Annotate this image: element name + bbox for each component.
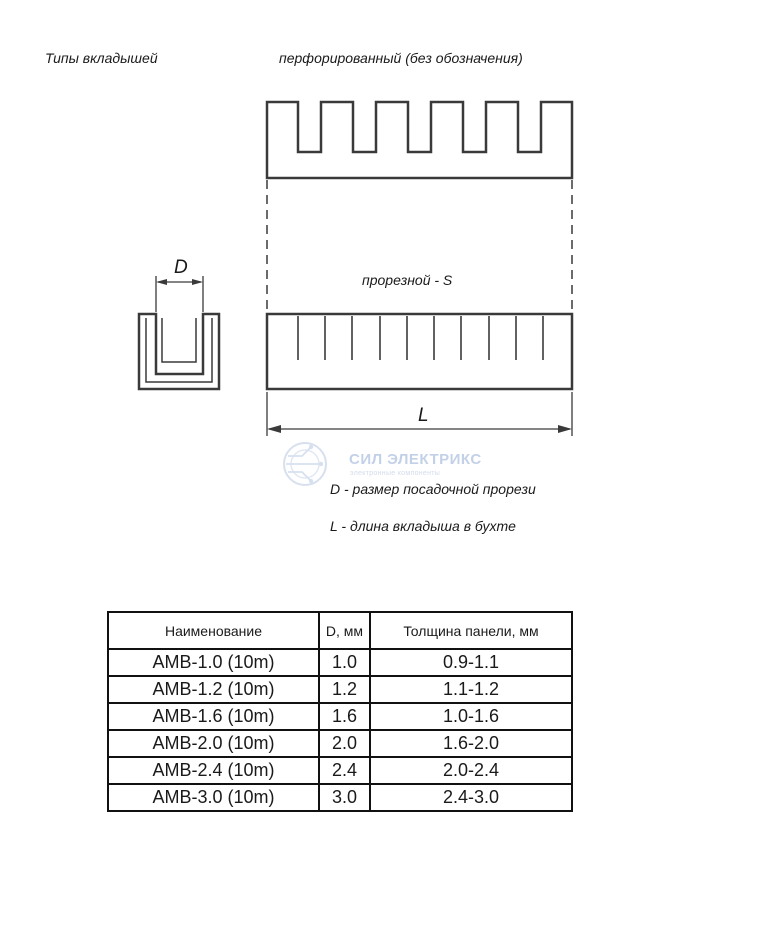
table-row: [108, 703, 572, 730]
spec-table: [107, 611, 573, 812]
slotted-insert-profile: [267, 314, 572, 389]
table-row: [108, 649, 572, 676]
table-row: [108, 676, 572, 703]
projection-lines: [267, 180, 572, 312]
cell-thickness: 1.0-1.6: [370, 703, 572, 730]
cell-name: AMB-1.2 (10m): [108, 676, 319, 703]
insert-types-label: Типы вкладышей: [45, 50, 158, 66]
cell-name: AMB-2.4 (10m): [108, 757, 319, 784]
legend-d-description: D - размер посадочной прорези: [330, 481, 536, 497]
legend-l-description: L - длина вкладыша в бухте: [330, 518, 516, 534]
cell-d: 1.6: [319, 703, 370, 730]
cross-section-outer: [139, 314, 219, 389]
table-row: [108, 757, 572, 784]
cell-thickness: 1.6-2.0: [370, 730, 572, 757]
column-header-name: Наименование: [108, 612, 319, 649]
dimension-d-label: D: [174, 257, 188, 278]
cell-d: 2.0: [319, 730, 370, 757]
cell-thickness: 2.0-2.4: [370, 757, 572, 784]
table-row: [108, 784, 572, 811]
cell-d: 1.0: [319, 649, 370, 676]
table-row: [108, 730, 572, 757]
column-header-d: D, мм: [319, 612, 370, 649]
cell-name: AMB-1.6 (10m): [108, 703, 319, 730]
cell-d: 3.0: [319, 784, 370, 811]
cell-name: AMB-1.0 (10m): [108, 649, 319, 676]
watermark-subtitle: электронные компоненты: [350, 470, 441, 477]
cell-thickness: 1.1-1.2: [370, 676, 572, 703]
cell-name: AMB-2.0 (10m): [108, 730, 319, 757]
slotted-type-label: прорезной - S: [362, 272, 453, 288]
perforated-type-label: перфорированный (без обозначения): [279, 50, 523, 66]
perforated-insert-profile: [267, 102, 572, 178]
cell-d: 1.2: [319, 676, 370, 703]
cell-d: 2.4: [319, 757, 370, 784]
cell-name: AMB-3.0 (10m): [108, 784, 319, 811]
dimension-l-label: L: [418, 405, 429, 426]
table-header-row: [108, 612, 572, 649]
slotted-insert-slots: [298, 316, 543, 360]
column-header-thickness: Толщина панели, мм: [370, 612, 572, 649]
watermark-title: СИЛ ЭЛЕКТРИКС: [349, 451, 482, 468]
cell-thickness: 2.4-3.0: [370, 784, 572, 811]
watermark-logo-icon: [284, 443, 326, 485]
dimension-l-line: [267, 392, 572, 436]
cell-thickness: 0.9-1.1: [370, 649, 572, 676]
